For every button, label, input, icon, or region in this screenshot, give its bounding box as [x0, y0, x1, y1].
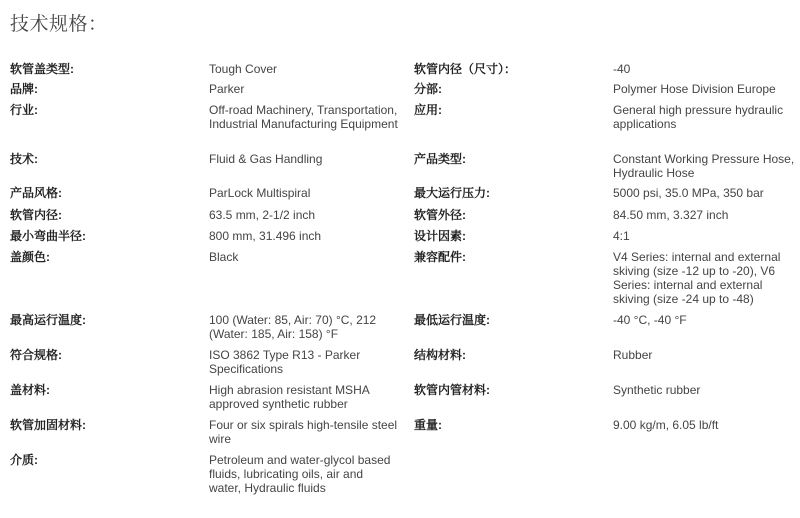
spec-label: 符合规格:	[10, 348, 62, 362]
spec-value	[604, 452, 800, 497]
spec-label: 软管加固材料:	[10, 418, 86, 432]
spec-value: Black	[209, 250, 239, 264]
spec-label: 软管盖类型:	[10, 62, 74, 76]
spec-label: 品牌:	[10, 82, 38, 96]
spec-value: 800 mm, 31.496 inch	[209, 229, 322, 243]
spec-value: ParLock Multispiral	[209, 186, 311, 200]
spec-value: Constant Working Pressure Hose, Hydraulic Hose	[613, 152, 795, 180]
spec-label: 最高运行温度:	[10, 313, 86, 327]
spec-value: Parker	[209, 82, 245, 96]
spec-value: Fluid & Gas Handling	[209, 152, 323, 166]
spec-label: 盖材料:	[10, 383, 50, 397]
spec-label: 软管内径（尺寸）：	[414, 62, 517, 76]
spec-value: Polymer Hose Division Europe	[613, 82, 776, 96]
page-title: 技术规格：	[10, 14, 108, 35]
spec-label: 软管内径:	[10, 208, 62, 222]
spec-label: 设计因素:	[414, 229, 466, 243]
spec-value: 84.50 mm, 3.327 inch	[613, 208, 729, 222]
spec-label: 软管外径:	[414, 208, 466, 222]
spec-value: Petroleum and water-glycol based fluids, lubricating oils, air and water, Hydraulic fluids	[209, 453, 391, 495]
spec-label: 产品风格:	[10, 186, 62, 200]
spec-label: 行业:	[10, 103, 38, 117]
spec-value: V4 Series: internal and external skiving (size -12 up to -20), V6 Series: internal and external skiving (size -24 up to -48)	[613, 250, 781, 306]
spec-value: High abrasion resistant MSHA approved synthetic rubber	[209, 383, 370, 411]
spec-value: 4:1	[613, 229, 630, 243]
spec-label: 最低运行温度:	[414, 313, 490, 327]
spec-value: General high pressure hydraulic applications	[613, 103, 784, 131]
spec-label: 重量:	[414, 418, 442, 432]
spec-label: 技术:	[10, 152, 38, 166]
spec-value: -40	[613, 62, 631, 76]
spec-value: Tough Cover	[209, 62, 278, 76]
spec-value: 9.00 kg/m, 6.05 lb/ft	[613, 418, 719, 432]
spec-value: Rubber	[613, 348, 653, 362]
spec-label: 最小弯曲半径:	[10, 229, 86, 243]
spec-value: Four or six spirals high-tensile steel wire	[209, 418, 398, 446]
spec-value: ISO 3862 Type R13 - Parker Specifications	[209, 348, 361, 376]
spec-table	[0, 61, 800, 497]
spec-label: 软管内管材料:	[414, 383, 490, 397]
spec-value: -40 °C, -40 °F	[613, 313, 687, 327]
spec-label: 分部:	[414, 82, 442, 96]
spec-label: 应用:	[414, 103, 442, 117]
spec-value: 5000 psi, 35.0 MPa, 350 bar	[613, 186, 764, 200]
spec-label: 兼容配件:	[414, 250, 466, 264]
spec-label: 最大运行压力:	[414, 186, 490, 200]
spec-value: Off-road Machinery, Transportation, Industrial Manufacturing Equipment	[209, 103, 398, 131]
spec-label: 介质:	[10, 453, 38, 467]
spec-label: 结构材料:	[414, 348, 466, 362]
spec-label: 盖颜色:	[10, 250, 50, 264]
spec-value: 100 (Water: 85, Air: 70) °C, 212 (Water: 185, Air: 158) °F	[209, 313, 377, 341]
spec-label: 产品类型:	[414, 152, 466, 166]
spec-value: 63.5 mm, 2-1/2 inch	[209, 208, 316, 222]
spec-value: Synthetic rubber	[613, 383, 701, 397]
spec-label	[404, 452, 604, 497]
